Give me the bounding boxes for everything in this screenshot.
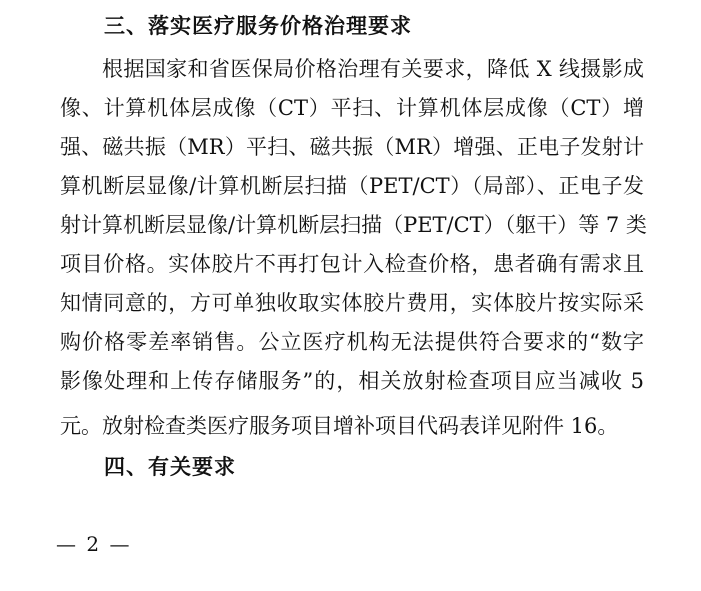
paragraph-line-1: 根据国家和省医保局价格治理有关要求，降低 X 线摄影成 bbox=[102, 57, 644, 81]
paragraph-line-6: 项目价格。实体胶片不再打包计入检查价格，患者确有需求且 bbox=[60, 252, 644, 276]
section-heading-4: 四、有关要求 bbox=[104, 455, 236, 479]
paragraph-line-2: 像、计算机体层成像（CT）平扫、计算机体层成像（CT）增 bbox=[60, 96, 644, 120]
paragraph-line-4: 算机断层显像/计算机断层扫描（PET/CT）（局部）、正电子发 bbox=[60, 174, 644, 198]
section-heading-3: 三、落实医疗服务价格治理要求 bbox=[104, 14, 412, 38]
paragraph-line-9: 影像处理和上传存储服务”的，相关放射检查项目应当减收 5 bbox=[60, 369, 644, 393]
paragraph-line-10: 元。放射检查类医疗服务项目增补项目代码表详见附件 16。 bbox=[60, 414, 619, 438]
paragraph-line-3: 强、磁共振（MR）平扫、磁共振（MR）增强、正电子发射计 bbox=[60, 135, 644, 159]
page-number: — 2 — bbox=[56, 532, 132, 556]
paragraph-line-7: 知情同意的，方可单独收取实体胶片费用，实体胶片按实际采 bbox=[60, 291, 644, 315]
paragraph-line-8: 购价格零差率销售。公立医疗机构无法提供符合要求的“数字 bbox=[60, 330, 644, 354]
paragraph-line-5: 射计算机断层显像/计算机断层扫描（PET/CT）（躯干）等 7 类 bbox=[60, 213, 647, 237]
